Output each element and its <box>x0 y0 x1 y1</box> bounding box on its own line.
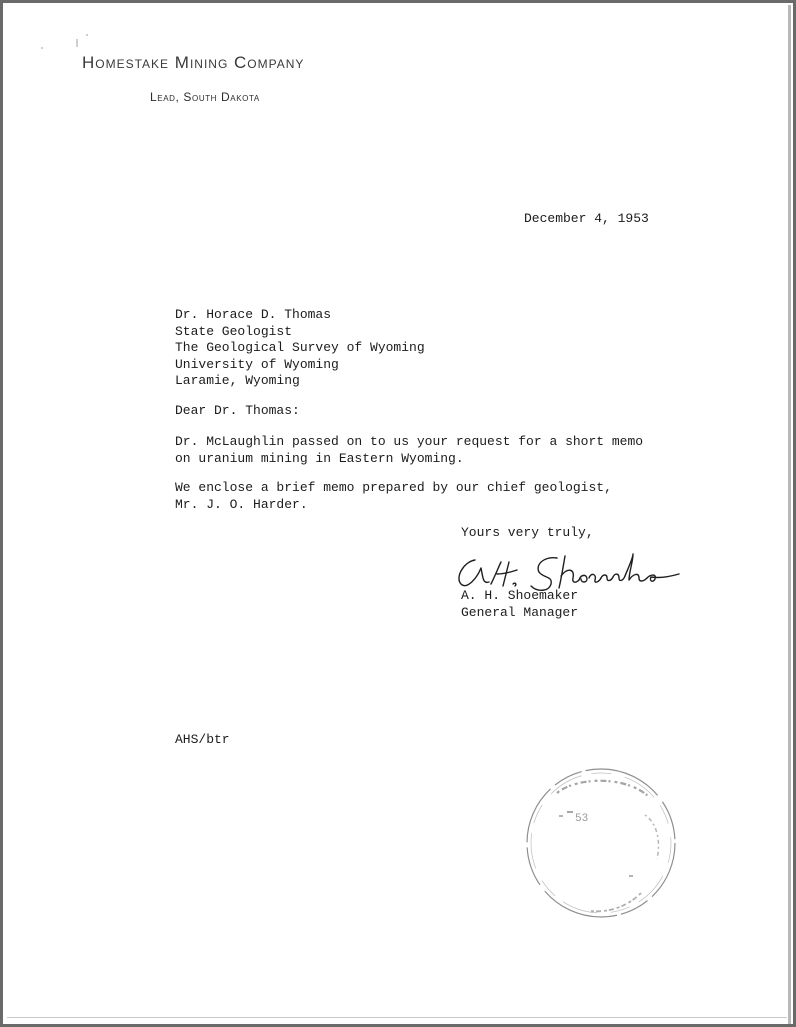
letter-date: December 4, 1953 <box>524 211 649 226</box>
body-line: Mr. J. O. Harder. <box>175 497 308 512</box>
body-line: We enclose a brief memo prepared by our chief geologist, <box>175 480 612 495</box>
body-paragraph-2 <box>175 480 612 514</box>
signer-name: A. H. Shoemaker <box>461 588 579 603</box>
recipient-line: Laramie, Wyoming <box>175 373 300 388</box>
body-line: on uranium mining in Eastern Wyoming. <box>175 451 464 466</box>
stamp-date-text: 53 <box>575 813 589 825</box>
scan-speck <box>76 39 78 47</box>
scan-speck <box>41 47 43 49</box>
recipient-address <box>175 307 425 390</box>
recipient-line: Dr. Horace D. Thomas <box>175 307 332 322</box>
salutation: Dear Dr. Thomas: <box>175 403 300 418</box>
recipient-line: University of Wyoming <box>175 356 339 372</box>
signer-block <box>461 588 578 621</box>
recipient-line: The Geological Survey of Wyoming <box>175 340 425 355</box>
reference-initials: AHS/btr <box>175 732 230 747</box>
scan-speck <box>86 34 88 36</box>
recipient-line: State Geologist <box>175 323 293 339</box>
scan-bottom-line <box>7 1017 787 1018</box>
signer-title: General Manager <box>461 604 579 620</box>
received-stamp <box>521 763 681 923</box>
closing: Yours very truly, <box>461 525 594 540</box>
body-paragraph-1 <box>175 434 643 468</box>
body-line: Dr. McLaughlin passed on to us your request for a short memo <box>175 434 644 449</box>
letterhead-company: Homestake Mining Company <box>82 53 305 72</box>
letterhead-location: Lead, South Dakota <box>150 90 260 104</box>
scan-edge-shadow <box>788 5 791 1025</box>
